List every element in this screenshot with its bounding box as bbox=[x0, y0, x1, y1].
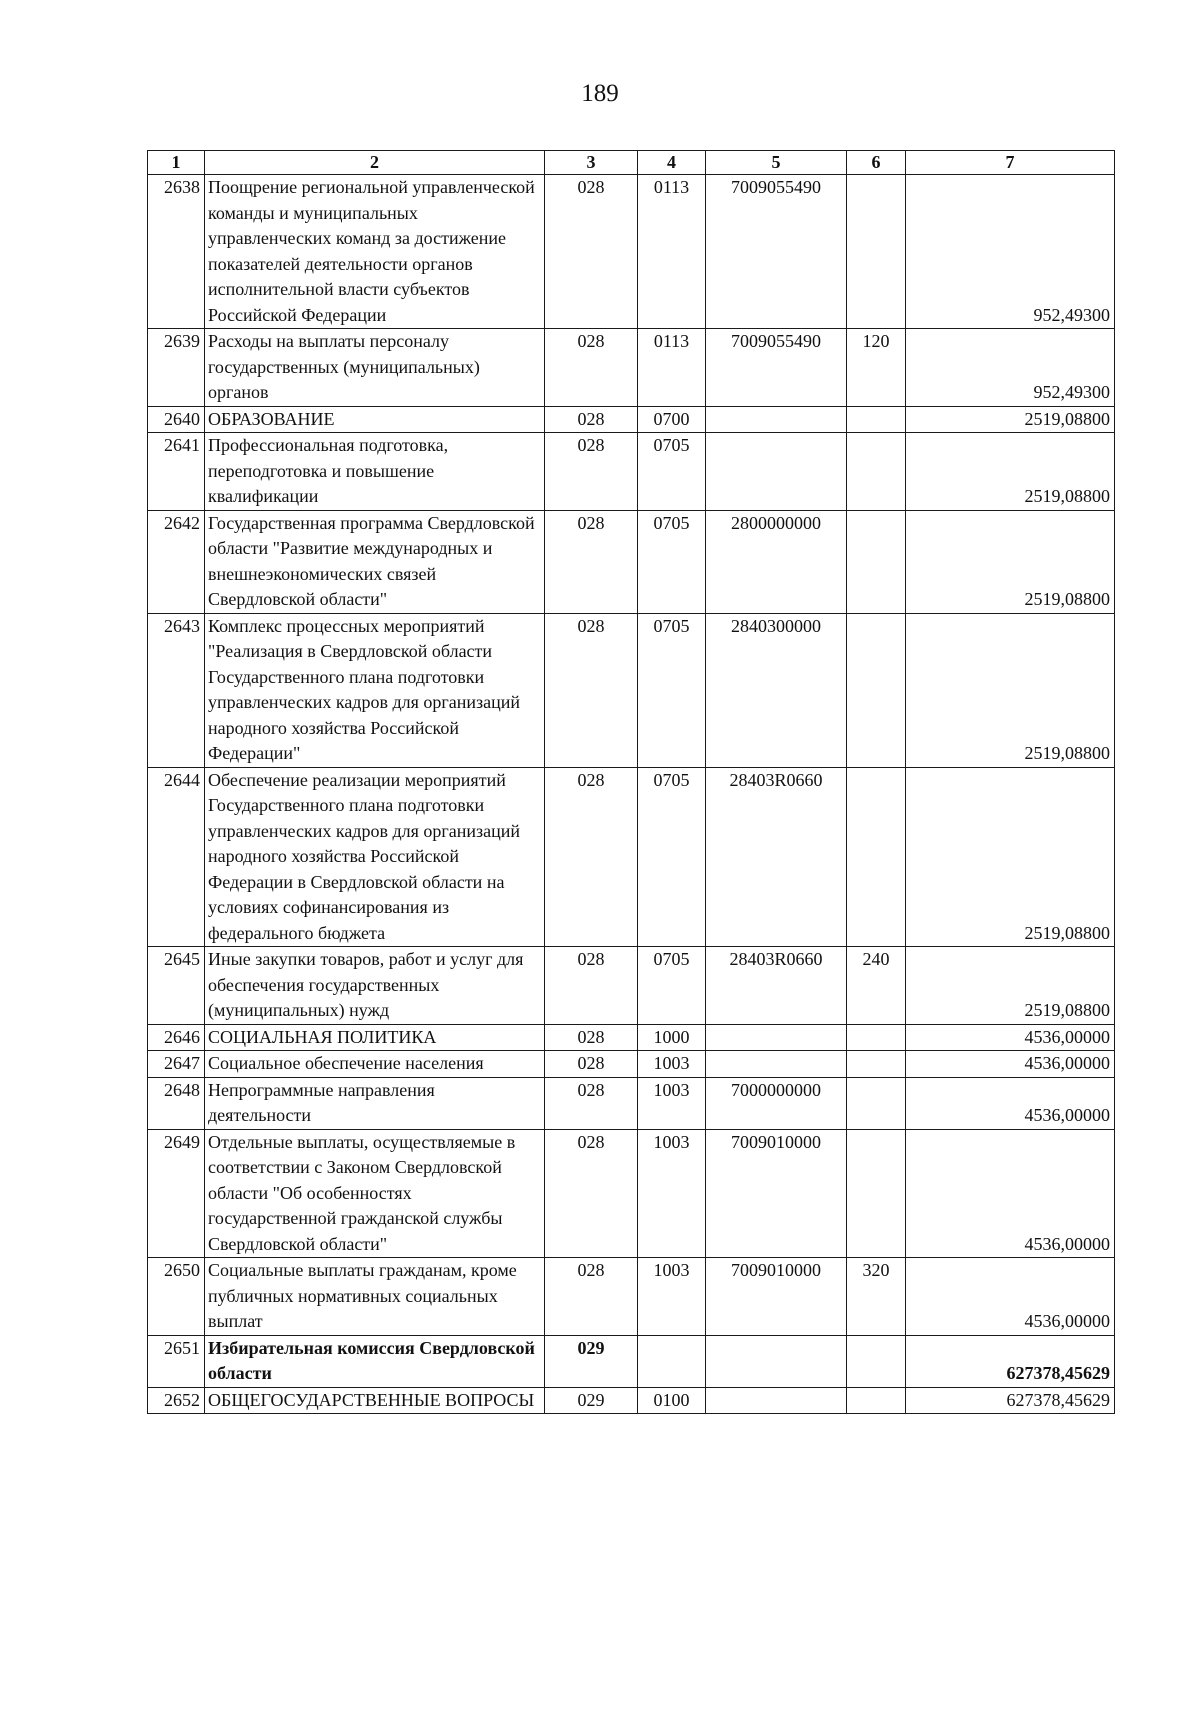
row-number: 2642 bbox=[148, 510, 205, 613]
page-number: 189 bbox=[581, 80, 619, 107]
row-name: Непрограммные направления деятельности bbox=[205, 1077, 545, 1129]
table-row bbox=[148, 1024, 1115, 1051]
row-name: Обеспечение реализации мероприятий Государственного плана подготовки управленческих кадров для организаций народного хозяйства Российской Федерации в Свердловской области на условиях софинансирования из федерального бюджета bbox=[205, 767, 545, 947]
header-row bbox=[148, 151, 1115, 175]
row-target-code: 7009010000 bbox=[706, 1258, 847, 1336]
row-name: Профессиональная подготовка, переподготовка и повышение квалификации bbox=[205, 433, 545, 511]
row-section-code: 0700 bbox=[638, 406, 706, 433]
row-expense-type bbox=[847, 1335, 906, 1387]
table-body bbox=[148, 175, 1115, 1414]
row-expense-type bbox=[847, 510, 906, 613]
row-number: 2644 bbox=[148, 767, 205, 947]
row-number: 2641 bbox=[148, 433, 205, 511]
table-row bbox=[148, 175, 1115, 329]
row-target-code bbox=[706, 433, 847, 511]
row-admin-code: 028 bbox=[545, 329, 638, 407]
row-expense-type bbox=[847, 1051, 906, 1078]
row-amount: 627378,45629 bbox=[906, 1387, 1115, 1414]
table-row bbox=[148, 510, 1115, 613]
table-row bbox=[148, 406, 1115, 433]
row-expense-type bbox=[847, 1077, 906, 1129]
row-admin-code: 028 bbox=[545, 433, 638, 511]
row-target-code: 7009055490 bbox=[706, 329, 847, 407]
row-admin-code: 029 bbox=[545, 1335, 638, 1387]
row-number: 2649 bbox=[148, 1129, 205, 1258]
row-number: 2648 bbox=[148, 1077, 205, 1129]
row-admin-code: 028 bbox=[545, 947, 638, 1025]
row-target-code bbox=[706, 1387, 847, 1414]
row-expense-type bbox=[847, 1387, 906, 1414]
col-header-3: 3 bbox=[545, 151, 638, 175]
row-section-code: 0705 bbox=[638, 613, 706, 767]
row-section-code: 1003 bbox=[638, 1258, 706, 1336]
row-section-code: 0113 bbox=[638, 329, 706, 407]
table-row bbox=[148, 1387, 1115, 1414]
row-section-code: 0705 bbox=[638, 433, 706, 511]
row-section-code bbox=[638, 1335, 706, 1387]
row-name: Расходы на выплаты персоналу государственных (муниципальных) органов bbox=[205, 329, 545, 407]
row-expense-type bbox=[847, 406, 906, 433]
table-row bbox=[148, 1051, 1115, 1078]
col-header-4: 4 bbox=[638, 151, 706, 175]
row-section-code: 1000 bbox=[638, 1024, 706, 1051]
row-section-code: 1003 bbox=[638, 1077, 706, 1129]
row-admin-code: 028 bbox=[545, 767, 638, 947]
row-name: Поощрение региональной управленческой команды и муниципальных управленческих команд за достижение показателей деятельности органов исполнительной власти субъектов Российской Федерации bbox=[205, 175, 545, 329]
row-amount: 4536,00000 bbox=[906, 1051, 1115, 1078]
row-target-code: 7009055490 bbox=[706, 175, 847, 329]
row-number: 2647 bbox=[148, 1051, 205, 1078]
table-row bbox=[148, 947, 1115, 1025]
row-admin-code: 029 bbox=[545, 1387, 638, 1414]
row-number: 2645 bbox=[148, 947, 205, 1025]
row-number: 2651 bbox=[148, 1335, 205, 1387]
row-number: 2638 bbox=[148, 175, 205, 329]
row-name: СОЦИАЛЬНАЯ ПОЛИТИКА bbox=[205, 1024, 545, 1051]
table-row bbox=[148, 1258, 1115, 1336]
row-expense-type: 120 bbox=[847, 329, 906, 407]
row-section-code: 0113 bbox=[638, 175, 706, 329]
table-row bbox=[148, 433, 1115, 511]
row-amount: 2519,08800 bbox=[906, 613, 1115, 767]
col-header-7: 7 bbox=[906, 151, 1115, 175]
row-section-code: 0705 bbox=[638, 510, 706, 613]
row-amount: 2519,08800 bbox=[906, 510, 1115, 613]
row-number: 2650 bbox=[148, 1258, 205, 1336]
row-amount: 952,49300 bbox=[906, 175, 1115, 329]
row-name: Государственная программа Свердловской области "Развитие международных и внешнеэкономических связей Свердловской области" bbox=[205, 510, 545, 613]
row-amount: 2519,08800 bbox=[906, 767, 1115, 947]
row-name: Социальное обеспечение населения bbox=[205, 1051, 545, 1078]
row-amount: 4536,00000 bbox=[906, 1077, 1115, 1129]
row-amount: 4536,00000 bbox=[906, 1129, 1115, 1258]
table-row bbox=[148, 329, 1115, 407]
row-name: Иные закупки товаров, работ и услуг для обеспечения государственных (муниципальных) нужд bbox=[205, 947, 545, 1025]
row-admin-code: 028 bbox=[545, 1129, 638, 1258]
row-expense-type: 320 bbox=[847, 1258, 906, 1336]
row-target-code bbox=[706, 406, 847, 433]
row-target-code: 7009010000 bbox=[706, 1129, 847, 1258]
col-header-1: 1 bbox=[148, 151, 205, 175]
row-number: 2639 bbox=[148, 329, 205, 407]
table-row bbox=[148, 1335, 1115, 1387]
row-target-code: 2800000000 bbox=[706, 510, 847, 613]
row-name: Комплекс процессных мероприятий "Реализация в Свердловской области Государственного плана подготовки управленческих кадров для организаций народного хозяйства Российской Федерации" bbox=[205, 613, 545, 767]
row-expense-type bbox=[847, 613, 906, 767]
row-admin-code: 028 bbox=[545, 1077, 638, 1129]
row-number: 2646 bbox=[148, 1024, 205, 1051]
row-name: Социальные выплаты гражданам, кроме публичных нормативных социальных выплат bbox=[205, 1258, 545, 1336]
row-name: ОБЩЕГОСУДАРСТВЕННЫЕ ВОПРОСЫ bbox=[205, 1387, 545, 1414]
row-amount: 4536,00000 bbox=[906, 1258, 1115, 1336]
row-amount: 2519,08800 bbox=[906, 947, 1115, 1025]
row-section-code: 0705 bbox=[638, 767, 706, 947]
row-target-code: 2840300000 bbox=[706, 613, 847, 767]
row-name: Отдельные выплаты, осуществляемые в соответствии с Законом Свердловской области "Об особенностях государственной гражданской службы Свердловской области" bbox=[205, 1129, 545, 1258]
table-row bbox=[148, 1129, 1115, 1258]
table-row bbox=[148, 613, 1115, 767]
row-admin-code: 028 bbox=[545, 406, 638, 433]
row-number: 2643 bbox=[148, 613, 205, 767]
row-number: 2652 bbox=[148, 1387, 205, 1414]
row-name: Избирательная комиссия Свердловской области bbox=[205, 1335, 545, 1387]
row-expense-type bbox=[847, 1024, 906, 1051]
row-admin-code: 028 bbox=[545, 1258, 638, 1336]
row-number: 2640 bbox=[148, 406, 205, 433]
row-target-code: 28403R0660 bbox=[706, 947, 847, 1025]
table-row bbox=[148, 767, 1115, 947]
row-section-code: 1003 bbox=[638, 1129, 706, 1258]
row-amount: 2519,08800 bbox=[906, 406, 1115, 433]
row-expense-type: 240 bbox=[847, 947, 906, 1025]
col-header-5: 5 bbox=[706, 151, 847, 175]
row-target-code bbox=[706, 1051, 847, 1078]
row-expense-type bbox=[847, 433, 906, 511]
row-expense-type bbox=[847, 175, 906, 329]
row-section-code: 0100 bbox=[638, 1387, 706, 1414]
row-admin-code: 028 bbox=[545, 1024, 638, 1051]
row-admin-code: 028 bbox=[545, 175, 638, 329]
row-amount: 952,49300 bbox=[906, 329, 1115, 407]
row-target-code: 7000000000 bbox=[706, 1077, 847, 1129]
col-header-6: 6 bbox=[847, 151, 906, 175]
row-amount: 2519,08800 bbox=[906, 433, 1115, 511]
budget-table bbox=[147, 150, 1115, 1414]
row-amount: 4536,00000 bbox=[906, 1024, 1115, 1051]
table-row bbox=[148, 1077, 1115, 1129]
row-admin-code: 028 bbox=[545, 510, 638, 613]
table-header bbox=[148, 151, 1115, 175]
col-header-2: 2 bbox=[205, 151, 545, 175]
row-target-code bbox=[706, 1335, 847, 1387]
row-name: ОБРАЗОВАНИЕ bbox=[205, 406, 545, 433]
row-admin-code: 028 bbox=[545, 613, 638, 767]
row-target-code bbox=[706, 1024, 847, 1051]
row-target-code: 28403R0660 bbox=[706, 767, 847, 947]
row-section-code: 1003 bbox=[638, 1051, 706, 1078]
row-expense-type bbox=[847, 1129, 906, 1258]
row-expense-type bbox=[847, 767, 906, 947]
row-amount: 627378,45629 bbox=[906, 1335, 1115, 1387]
row-admin-code: 028 bbox=[545, 1051, 638, 1078]
row-section-code: 0705 bbox=[638, 947, 706, 1025]
